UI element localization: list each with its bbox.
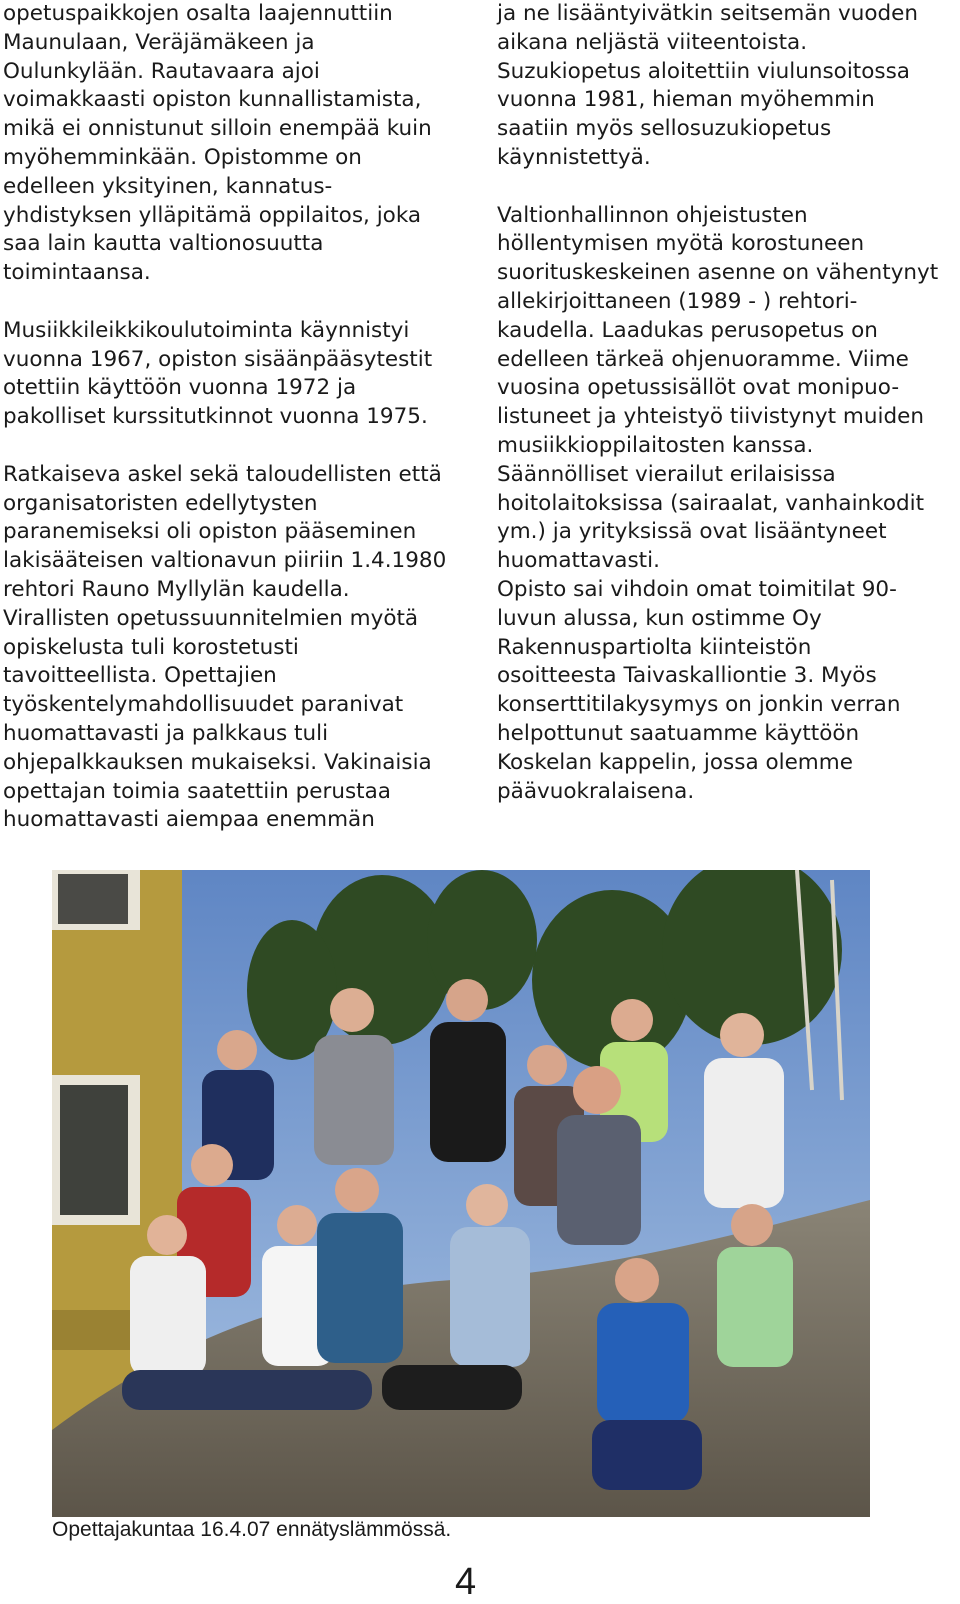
paragraph-valtionapu: Ratkaiseva askel sekä taloudellisten että organisatoristen edellytysten paranemiseksi oli opiston pääseminen lakisääteisen valtionavun piiriin 1.4.1980 rehtori Rauno Myllylän kaudella. Virallisten opetussuunnitelmien myötä opiskelusta tuli korostetusti tavoitteellista. Opettajien työskentelymahdollisuudet paranivat huomattavasti ja palkkaus tuli ohjepalkkauksen mukaiseksi. Vakinaisia opettajan toimia saatettiin perustaa huomattavasti aiempaa enemmän <box>3 461 447 833</box>
paragraph-valtionhallinto: Valtionhallinnon ohjeistusten höllentymisen myötä korostuneen suorituskeskeinen asenne on vähentynyt allekirjoittaneen (1989 - ) rehtori- kaudella. Laadukas perusopetus on edelleen tärkeä ohjenuoramme. Viime vuosina opetussisällöt ovat monipuo- listuneet ja yhteistyö tiivistynyt muiden musiikkioppilaitosten kanssa. Säännölliset vierailut erilaisissa hoitolaitoksissa (sairaalat, vanhainkodit ym.) ja yrityksissä ovat lisääntyneet huomattavasti. Opisto sai vihdoin omat toimitilat 90- luvun alussa, kun ostimme Oy Rakennuspartiolta kiinteistön osoitteesta Taivaskalliontie 3. Myös konserttitilakysymys on jonkin verran helpottunut saatuamme käyttöön Koskelan kappelin, jossa olemme päävuokralaisena. <box>497 202 939 804</box>
page-number: 4 <box>455 1561 477 1603</box>
paragraph-suzukiopetus: ja ne lisääntyivätkin seitsemän vuoden aikana neljästä viiteentoista. Suzukiopetus aloitettiin viulunsoitossa vuonna 1981, hieman myöhemmin saatiin myös sellosuzukiopetus käynnistettyä. <box>497 1 918 170</box>
right-text-column <box>497 0 957 806</box>
group-photo <box>52 870 870 1517</box>
left-text-column <box>3 0 453 835</box>
paragraph-opetuspaikat: opetuspaikkojen osalta laajennuttiin Maunulaan, Veräjämäkeen ja Oulunkylään. Rautavaara ajoi voimakkaasti opiston kunnallistamista, mikä ei onnistunut silloin enempää kuin myöhemminkään. Opistomme on edelleen yksityinen, kannatus- yhdistyksen ylläpitämä oppilaitos, joka saa lain kautta valtionosuutta toimintaansa. <box>3 1 432 286</box>
photo-caption: Opettajakuntaa 16.4.07 ennätyslämmössä. <box>52 1518 452 1541</box>
paragraph-musiikkileikkikoulu: Musiikkileikkikoulutoiminta käynnistyi vuonna 1967, opiston sisäänpääsytestit otettiin käyttöön vuonna 1972 ja pakolliset kurssitutkinnot vuonna 1975. <box>3 317 433 430</box>
